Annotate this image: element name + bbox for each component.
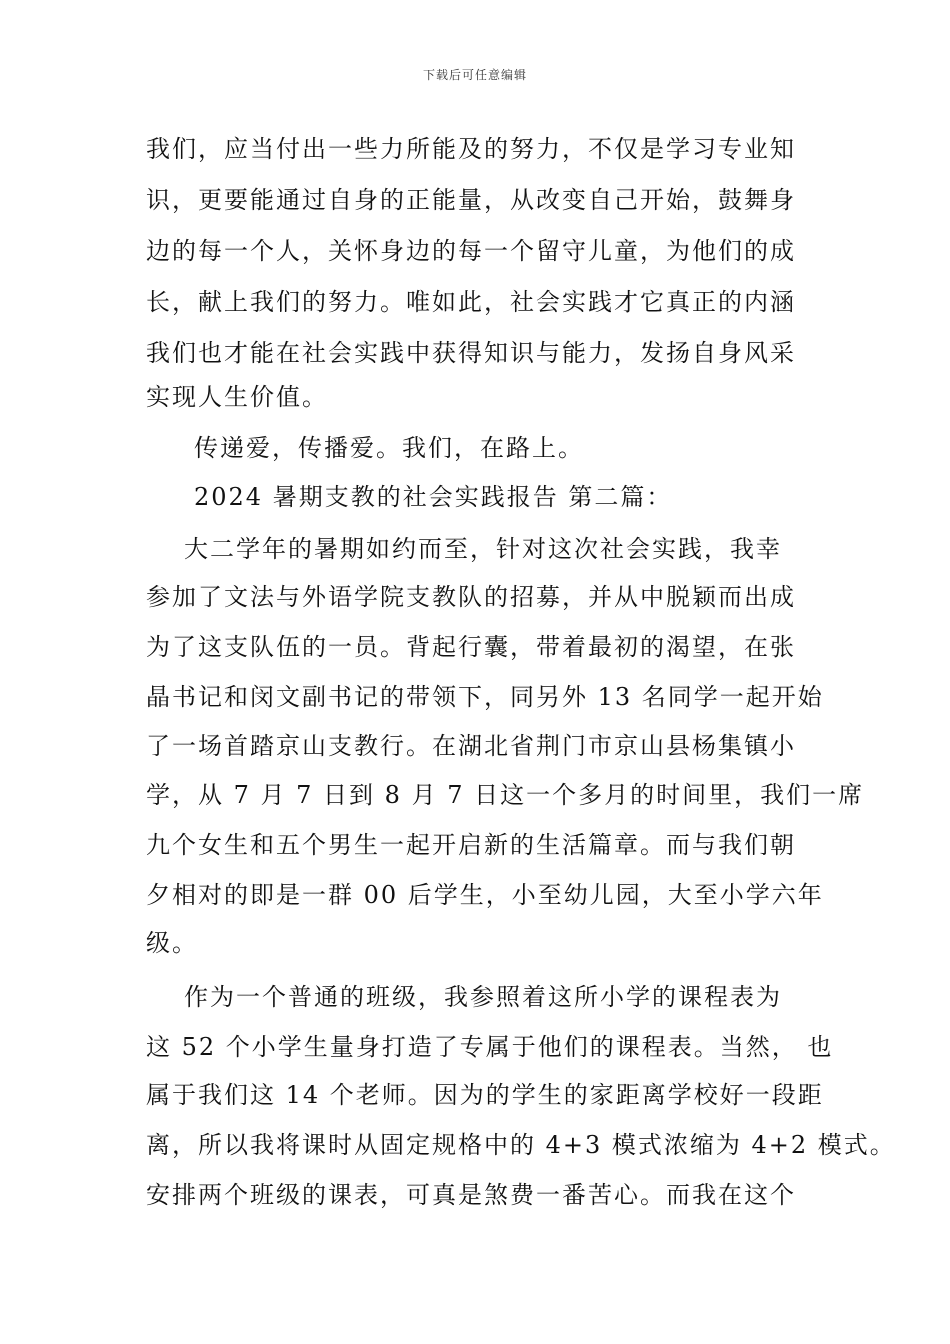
- text-line: 参加了文法与外语学院支教队的招募，并从中脱颖而出成: [146, 583, 796, 611]
- text-line: 我们也才能在社会实践中获得知识与能力，发扬自身风采: [146, 339, 796, 367]
- text-line: 夕相对的即是一群 00 后学生，小至幼儿园，大至小学六年: [146, 881, 824, 909]
- text-line: 作为一个普通的班级，我参照着这所小学的课程表为: [184, 983, 782, 1011]
- page-header: 下载后可任意编辑: [422, 68, 527, 82]
- text-line: 晶书记和闵文副书记的带领下，同另外 13 名同学一起开始: [146, 683, 824, 711]
- text-line: 大二学年的暑期如约而至，针对这次社会实践，我幸: [184, 535, 782, 563]
- text-line: 传递爱，传播爱。我们，在路上。: [194, 434, 584, 462]
- text-line: 九个女生和五个男生一起开启新的生活篇章。而与我们朝: [146, 831, 796, 859]
- text-line: 实现人生价值。: [146, 383, 328, 411]
- section-heading: 2024 暑期支教的社会实践报告 第二篇：: [194, 483, 673, 511]
- text-line: 识，更要能通过自身的正能量，从改变自己开始，鼓舞身: [146, 186, 796, 214]
- text-line: 我们，应当付出一些力所能及的努力，不仅是学习专业知: [146, 135, 796, 163]
- text-line: 边的每一个人，关怀身边的每一个留守儿童，为他们的成: [146, 237, 796, 265]
- text-line: 了一场首踏京山支教行。在湖北省荆门市京山县杨集镇小: [146, 732, 796, 760]
- text-line: 为了这支队伍的一员。背起行囊，带着最初的渴望，在张: [146, 633, 796, 661]
- text-line: 安排两个班级的课表，可真是煞费一番苦心。而我在这个: [146, 1181, 796, 1209]
- text-line: 长，献上我们的努力。唯如此，社会实践才它真正的内涵: [146, 288, 796, 316]
- text-line: 属于我们这 14 个老师。因为的学生的家距离学校好一段距: [146, 1081, 824, 1109]
- text-line: 离，所以我将课时从固定规格中的 4+3 模式浓缩为 4+2 模式。: [146, 1131, 896, 1159]
- text-line: 学，从 7 月 7 日到 8 月 7 日这一个多月的时间里，我们一席: [146, 781, 865, 809]
- text-line: 这 52 个小学生量身打造了专属于他们的课程表。当然， 也: [146, 1033, 834, 1061]
- text-line: 级。: [146, 929, 198, 957]
